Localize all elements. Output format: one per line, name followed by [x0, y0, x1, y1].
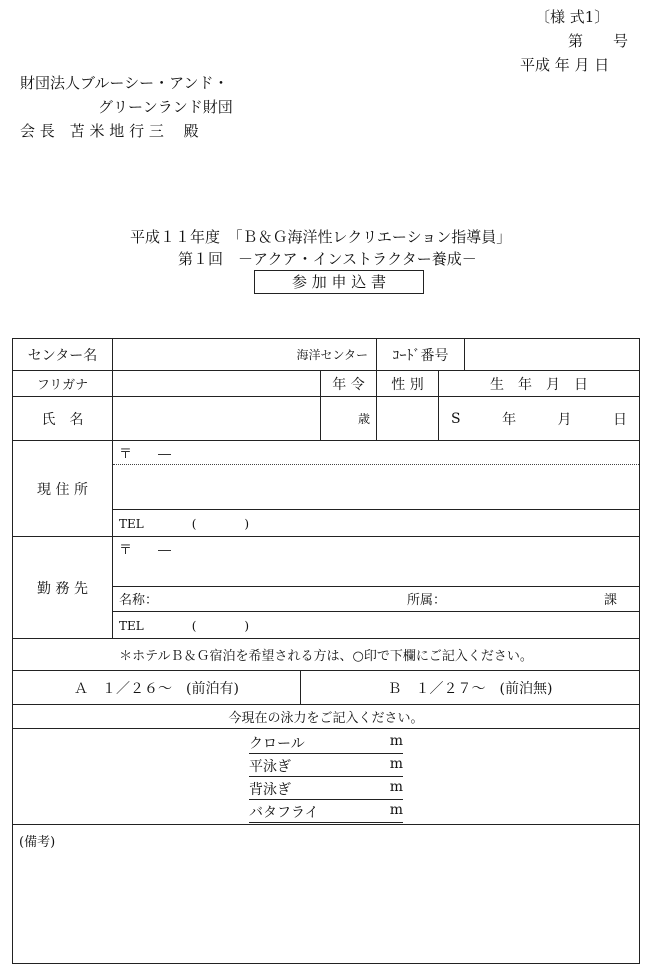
sex-field[interactable] — [377, 397, 439, 440]
form-number: 〔様 式1〕 — [535, 8, 610, 26]
hotel-note: ＊ホテルＢ＆Ｇ宿泊を希望される方は、○印で下欄にご記入ください。 — [13, 639, 639, 671]
row-furigana — [13, 371, 639, 397]
address-line-field[interactable] — [113, 465, 639, 511]
row-name — [13, 397, 639, 441]
row-address — [13, 441, 639, 537]
swim-note: 今現在の泳力をご記入ください。 — [13, 705, 639, 729]
title-line2: 第１回 －アクア・インストラクター養成－ — [178, 250, 477, 268]
option-a[interactable]: Ａ １／２６～ (前泊有) — [13, 671, 301, 704]
addressee-line2: グリーンランド財団 — [98, 98, 233, 116]
birth-day: 日 — [613, 411, 627, 428]
name-label: 氏 名 — [13, 397, 113, 440]
document-number: 第 号 — [568, 32, 629, 50]
furigana-label: フリガナ — [13, 371, 113, 396]
center-label: センター名 — [13, 339, 113, 370]
birth-label: 生 年 月 日 — [490, 376, 588, 393]
issue-date: 平成 年 月 日 — [520, 56, 610, 74]
birth-year: 年 — [502, 411, 517, 428]
work-dept-label: 所属： — [407, 593, 447, 609]
remarks-label: (備考) — [19, 835, 56, 850]
work-name-label: 名称： — [119, 593, 159, 609]
work-tel[interactable]: TEL ( ) — [119, 618, 250, 633]
swim-row-butterfly[interactable]: バタフライ m — [249, 802, 403, 821]
age-unit: 歳 — [357, 412, 370, 426]
swim-row-crawl[interactable]: クロール m — [249, 733, 403, 752]
center-suffix: 海洋センター — [296, 348, 368, 362]
addressee-line3: 会 長 苫 米 地 行 三 殿 — [20, 122, 199, 140]
address-block — [113, 441, 639, 536]
title-line1: 平成１１年度 「Ｂ＆Ｇ海洋性レクリエーション指導員」 — [130, 228, 512, 246]
center-name-field[interactable] — [113, 339, 377, 370]
swim-row-backstroke[interactable]: 背泳ぎ m — [249, 779, 403, 798]
row-swim — [13, 729, 639, 825]
work-postal[interactable]: 〒 ― — [119, 543, 172, 559]
name-field[interactable] — [113, 397, 321, 440]
application-form — [12, 338, 640, 964]
row-work — [13, 537, 639, 639]
furigana-field[interactable] — [113, 371, 321, 396]
work-label: 勤 務 先 — [13, 537, 113, 638]
sex-label: 性 別 — [377, 371, 439, 396]
work-address-field[interactable] — [113, 561, 639, 587]
work-block — [113, 537, 639, 638]
code-field[interactable] — [465, 339, 639, 370]
addressee-line1: 財団法人ブルーシー・アンド・ — [20, 74, 229, 92]
work-name-dept[interactable] — [113, 587, 639, 613]
title-boxed: 参 加 申 込 書 — [254, 270, 424, 294]
birth-era: S — [451, 410, 461, 427]
remarks-field[interactable] — [13, 825, 639, 963]
option-b[interactable]: Ｂ １／２７～ (前泊無) — [387, 680, 553, 697]
work-dept-unit: 課 — [603, 593, 617, 609]
row-hotel-options — [13, 671, 639, 705]
birth-month: 月 — [557, 411, 572, 428]
code-label: ｺｰﾄﾞ番号 — [377, 339, 465, 370]
address-tel[interactable]: TEL ( ) — [119, 516, 250, 531]
address-postal[interactable]: 〒 ― — [113, 441, 639, 465]
swim-row-breaststroke[interactable]: 平泳ぎ m — [249, 756, 403, 775]
age-field[interactable] — [321, 397, 377, 440]
address-label: 現 住 所 — [13, 441, 113, 536]
birth-field[interactable] — [439, 397, 639, 440]
age-label: 年 令 — [321, 371, 377, 396]
row-center — [13, 339, 639, 371]
